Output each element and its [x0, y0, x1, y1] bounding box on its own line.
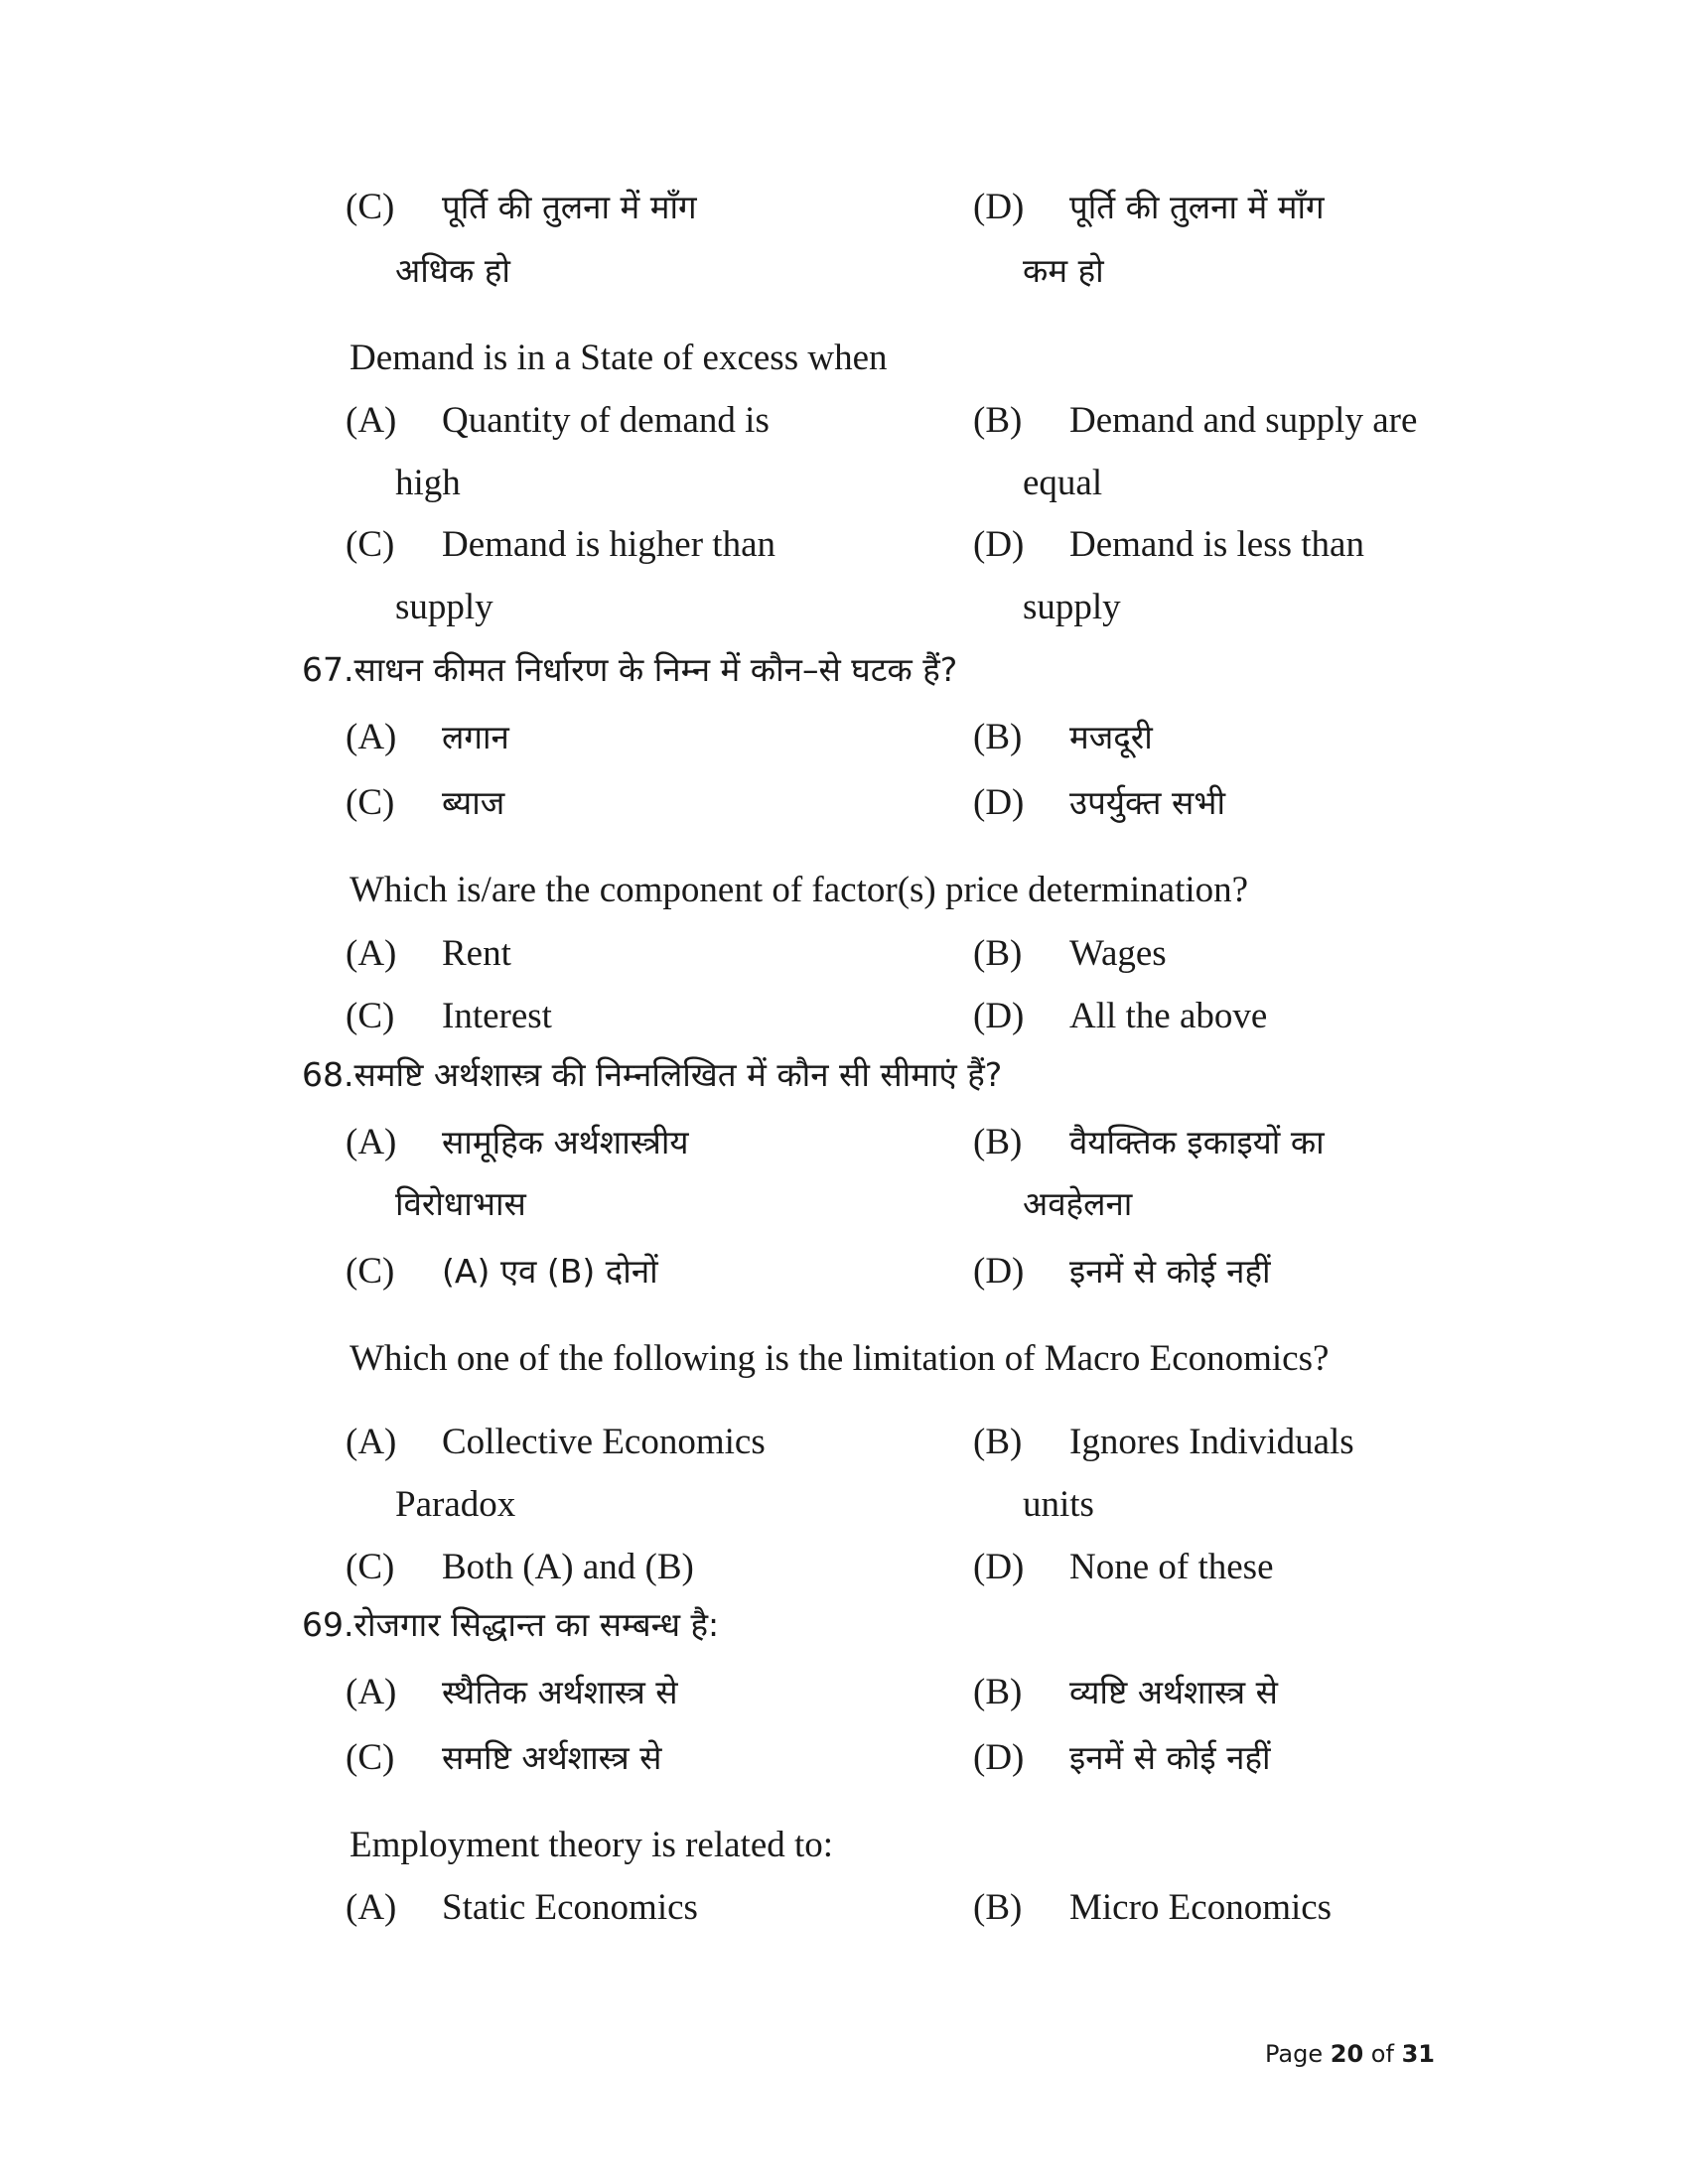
option-label: (B)	[973, 1887, 1023, 1928]
option-label: (D)	[973, 1547, 1025, 1587]
option-text: पूर्ति की तुलना में माँग	[1069, 188, 1325, 226]
total-pages: 31	[1401, 2040, 1435, 2068]
option-label: (D)	[973, 1251, 1025, 1292]
q66-en-option-a-cont: high	[395, 463, 461, 503]
q68-hi-option-c	[346, 1253, 658, 1290]
q66-en-option-b	[973, 402, 1417, 439]
option-text: उपर्युक्त सभी	[1069, 783, 1226, 822]
q66-hi-option-d	[973, 189, 1325, 225]
q68-en-option-d	[973, 1549, 1274, 1585]
q69-en-stem: Employment theory is related to:	[350, 1825, 834, 1865]
option-text: स्थैतिक अर्थशास्त्र से	[442, 1673, 678, 1711]
option-label: (A)	[346, 1122, 397, 1162]
option-text: इनमें से कोई नहीं	[1069, 1738, 1271, 1777]
q67-hi-option-c	[346, 784, 504, 821]
option-text: Both (A) and (B)	[442, 1547, 694, 1587]
option-label: (C)	[346, 996, 395, 1036]
q66-hi-option-c	[346, 189, 697, 225]
current-page: 20	[1330, 2040, 1364, 2068]
option-text: None of these	[1069, 1547, 1274, 1587]
option-text: Wages	[1069, 933, 1167, 974]
option-text: Quantity of demand is	[442, 400, 770, 441]
q68-hi-option-a	[346, 1124, 689, 1160]
option-text: पूर्ति की तुलना में माँग	[442, 188, 697, 226]
option-text: समष्टि अर्थशास्त्र से	[442, 1738, 662, 1777]
q67-hi-stem: 67.साधन कीमत निर्धारण के निम्न में कौन–से घटक हैं?	[302, 650, 958, 689]
q67-en-option-d	[973, 998, 1267, 1034]
option-text: व्यष्टि अर्थशास्त्र से	[1069, 1673, 1278, 1711]
q68-hi-option-b	[973, 1124, 1325, 1160]
option-label: (B)	[973, 717, 1023, 757]
q68-hi-option-a-cont: विरोधाभास	[395, 1184, 526, 1223]
q67-hi-option-a	[346, 719, 509, 755]
q68-hi-option-b-cont: अवहेलना	[1023, 1184, 1133, 1223]
q68-en-option-a-cont: Paradox	[395, 1484, 516, 1525]
q69-hi-option-c	[346, 1739, 662, 1776]
q67-en-stem: Which is/are the component of factor(s) price determination?	[350, 870, 1249, 910]
option-text: Demand is higher than	[442, 524, 775, 565]
q66-en-option-d	[973, 526, 1364, 563]
option-label: (D)	[973, 1737, 1025, 1778]
option-text: (A) एव (B) दोनों	[442, 1252, 658, 1291]
option-label: (B)	[973, 1422, 1023, 1462]
option-label: (A)	[346, 1422, 397, 1462]
option-label: (D)	[973, 996, 1025, 1036]
q68-en-option-a	[346, 1424, 766, 1460]
option-label: (B)	[973, 400, 1023, 441]
option-label: (C)	[346, 1737, 395, 1778]
option-label: (C)	[346, 187, 395, 227]
option-label: (A)	[346, 717, 397, 757]
option-text: All the above	[1069, 996, 1268, 1036]
option-label: (B)	[973, 933, 1023, 974]
option-label: (A)	[346, 1887, 397, 1928]
q69-hi-stem: 69.रोजगार सिद्धान्त का सम्बन्ध है:	[302, 1605, 720, 1644]
q67-en-option-a	[346, 935, 511, 972]
option-text: इनमें से कोई नहीं	[1069, 1252, 1271, 1291]
option-text: Collective Economics	[442, 1422, 766, 1462]
option-label: (C)	[346, 1547, 395, 1587]
option-label: (A)	[346, 933, 397, 974]
q67-hi-option-b	[973, 719, 1153, 755]
q68-hi-option-d	[973, 1253, 1271, 1290]
q66-en-option-c-cont: supply	[395, 587, 493, 627]
option-text: लगान	[442, 718, 509, 756]
q67-hi-option-d	[973, 784, 1225, 821]
option-label: (C)	[346, 524, 395, 565]
option-label: (D)	[973, 187, 1025, 227]
q66-en-option-c	[346, 526, 775, 563]
q68-hi-stem: 68.समष्टि अर्थशास्त्र की निम्नलिखित में कौन सी सीमाएं हैं?	[302, 1055, 1003, 1094]
option-text: Demand and supply are	[1069, 400, 1418, 441]
option-text: Demand is less than	[1069, 524, 1364, 565]
q66-hi-option-c-cont: अधिक हो	[395, 251, 510, 290]
option-label: (B)	[973, 1122, 1023, 1162]
q68-en-option-b-cont: units	[1023, 1484, 1094, 1525]
q69-en-option-b	[973, 1889, 1332, 1926]
option-label: (C)	[346, 1251, 395, 1292]
option-text: वैयक्तिक इकाइयों का	[1069, 1123, 1325, 1161]
page-word: Page	[1265, 2040, 1324, 2068]
q69-hi-option-b	[973, 1674, 1278, 1710]
option-text: Micro Economics	[1069, 1887, 1333, 1928]
option-label: (C)	[346, 782, 395, 823]
option-label: (D)	[973, 524, 1025, 565]
option-label: (A)	[346, 400, 397, 441]
q66-en-option-b-cont: equal	[1023, 463, 1103, 503]
option-text: मजदूरी	[1069, 718, 1153, 756]
q68-en-option-b	[973, 1424, 1354, 1460]
option-label: (D)	[973, 782, 1025, 823]
q69-hi-option-a	[346, 1674, 678, 1710]
option-text: ब्याज	[442, 783, 505, 822]
q68-en-option-c	[346, 1549, 694, 1585]
q68-en-stem: Which one of the following is the limitation of Macro Economics?	[350, 1338, 1330, 1379]
q67-en-option-c	[346, 998, 552, 1034]
q66-en-option-a	[346, 402, 770, 439]
q69-en-option-a	[346, 1889, 698, 1926]
q67-en-option-b	[973, 935, 1167, 972]
option-label: (A)	[346, 1672, 397, 1712]
option-text: Rent	[442, 933, 511, 974]
option-label: (B)	[973, 1672, 1023, 1712]
option-text: Interest	[442, 996, 552, 1036]
option-text: Ignores Individuals	[1069, 1422, 1354, 1462]
q66-hi-option-d-cont: कम हो	[1023, 251, 1104, 290]
option-text: Static Economics	[442, 1887, 698, 1928]
q66-en-stem: Demand is in a State of excess when	[350, 338, 888, 378]
q69-hi-option-d	[973, 1739, 1271, 1776]
of-word: of	[1370, 2040, 1394, 2068]
page-number	[1265, 2040, 1435, 2068]
option-text: सामूहिक अर्थशास्त्रीय	[442, 1123, 689, 1161]
q66-en-option-d-cont: supply	[1023, 587, 1121, 627]
